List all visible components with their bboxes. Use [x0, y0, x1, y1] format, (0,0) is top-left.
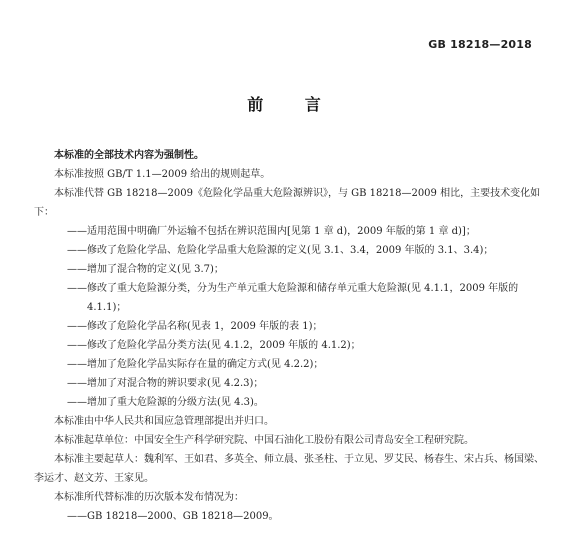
mandatory-statement: 本标准的全部技术内容为强制性。: [54, 150, 204, 161]
document-id: GB 18218—2018: [428, 38, 532, 51]
change-item: ——增加了混合物的定义(见 3.7)；: [67, 264, 224, 275]
drafting-units-paragraph: 本标准起草单位：中国安全生产科学研究院、中国石油化工股份有限公司青岛安全工程研究院。: [54, 435, 474, 446]
change-item: ——修改了危险化学品分类方法(见 4.1.2，2009 年版的 4.1.2)；: [67, 340, 361, 351]
change-item: ——增加了对混合物的辨识要求(见 4.2.3)；: [67, 378, 264, 389]
drafting-rules-paragraph: 本标准按照 GB/T 1.1—2009 给出的规则起草。: [54, 169, 271, 180]
history-item: ——GB 18218—2000、GB 18218—2009。: [67, 511, 279, 522]
document-body: [34, 146, 544, 526]
change-item: ——修改了危险化学品名称(见表 1，2009 年版的表 1)；: [67, 321, 323, 332]
change-item: ——修改了危险化学品、危险化学品重大危险源的定义(见 3.1、3.4，2009 年版的 3.1、3.4)；: [67, 245, 494, 256]
change-item: ——适用范围中明确厂外运输不包括在辨识范围内[见第 1 章 d)，2009 年版的第 1 章 d)]；: [67, 226, 476, 237]
proposer-paragraph: 本标准由中华人民共和国应急管理部提出并归口。: [54, 416, 274, 427]
change-item: ——增加了重大危险源的分级方法(见 4.3)。: [67, 397, 264, 408]
change-item: ——修改了重大危险源分类，分为生产单元重大危险源和储存单元重大危险源(见 4.1.1，2009 年版的 4.1.1)；: [67, 283, 519, 313]
change-list: [34, 222, 544, 412]
replacement-paragraph: 本标准代替 GB 18218—2009《危险化学品重大危险源辨识》，与 GB 18218—2009 相比，主要技术变化如下：: [34, 188, 541, 218]
page-title: 前 言: [247, 95, 339, 114]
change-item: ——增加了危险化学品实际存在量的确定方式(见 4.2.2)；: [67, 359, 324, 370]
history-intro-paragraph: 本标准所代替标准的历次版本发布情况为：: [54, 492, 244, 503]
drafters-paragraph: 本标准主要起草人：魏利军、王如君、多英全、师立晨、张圣柱、于立见、罗艾民、杨春生、宋占兵、杨国梁、李运才、赵文芳、王家见。: [34, 454, 544, 484]
